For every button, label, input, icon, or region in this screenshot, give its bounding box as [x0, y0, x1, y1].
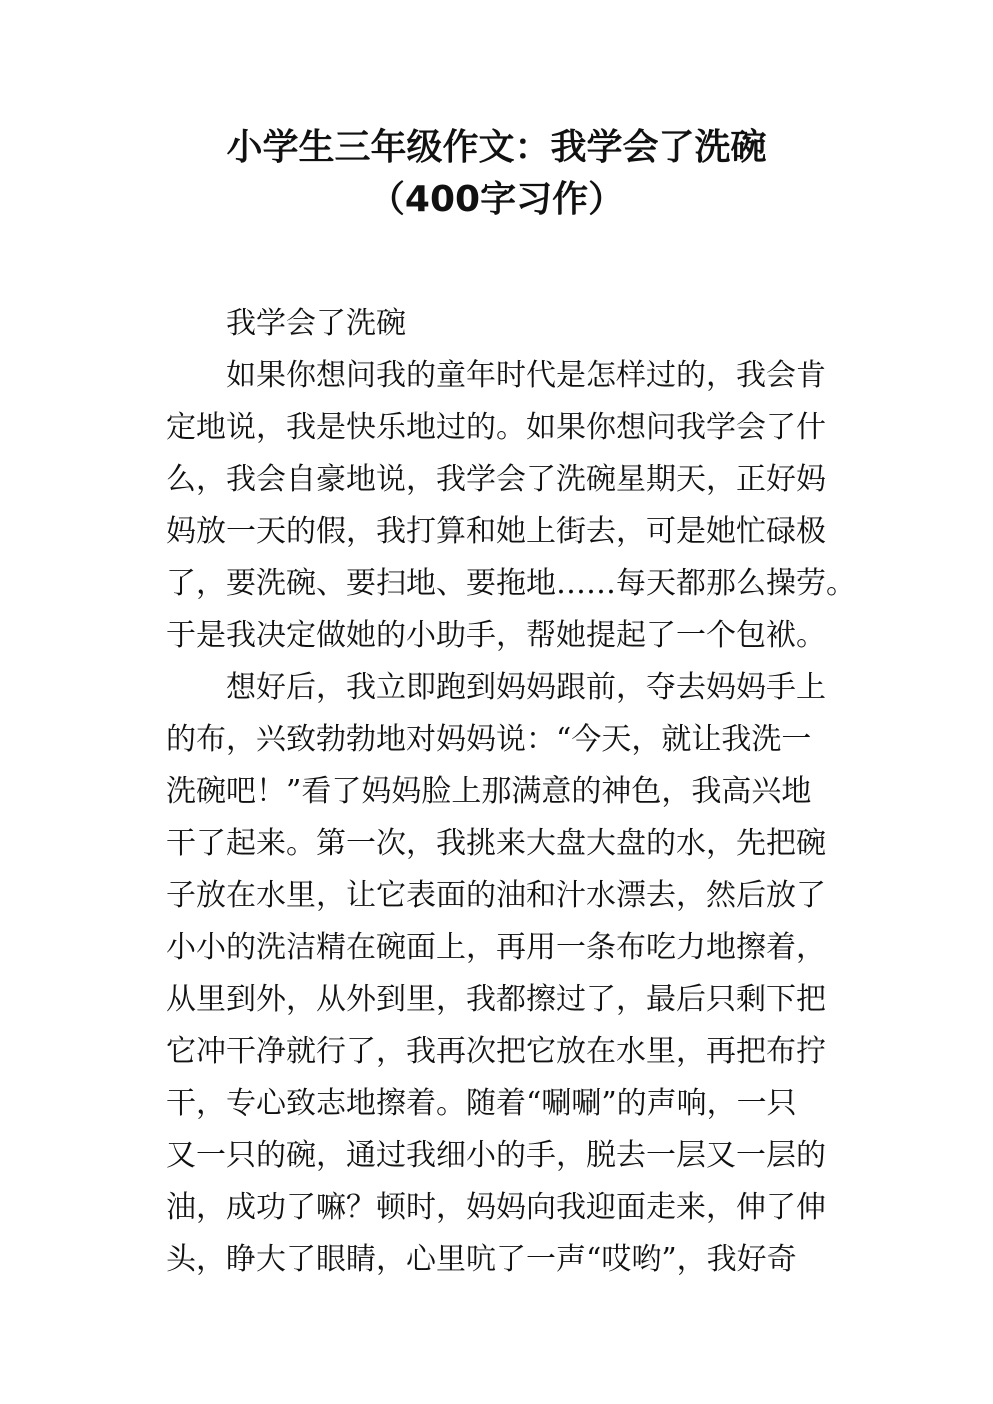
text-line: 想好后，我立即跑到妈妈跟前，夺去妈妈手上 [226, 670, 826, 705]
essay-body [166, 298, 856, 1286]
text-line: 于是我决定做她的小助手，帮她提起了一个包袱。 [166, 618, 826, 653]
text-line: 妈放一天的假，我打算和她上街去，可是她忙碌极 [166, 514, 826, 549]
text-line: 干，专心致志地擦着。随着“唰唰”的声响，一只 [166, 1086, 797, 1121]
document-title: 小学生三年级作文：我学会了洗碗 [226, 127, 767, 168]
text-line: 它冲干净就行了，我再次把它放在水里，再把布拧 [166, 1034, 826, 1069]
text-line: 干了起来。第一次，我挑来大盘大盘的水，先把碗 [166, 826, 826, 861]
text-line: 的布，兴致勃勃地对妈妈说：“今天，就让我洗一 [166, 722, 812, 757]
text-line: 油，成功了嘛？顿时，妈妈向我迎面走来，伸了伸 [166, 1190, 826, 1225]
text-line: 如果你想问我的童年时代是怎样过的，我会肯 [226, 358, 826, 393]
text-line: 么，我会自豪地说，我学会了洗碗星期天，正好妈 [166, 462, 826, 497]
text-line: 小小的洗洁精在碗面上，再用一条布吃力地擦着， [166, 930, 826, 965]
text-line: 头，睁大了眼睛，心里吭了一声“哎哟”，我好奇 [166, 1242, 797, 1277]
document-subtitle: （400字习作） [368, 179, 625, 220]
text-line: 又一只的碗，通过我细小的手，脱去一层又一层的 [166, 1138, 826, 1173]
text-line: 从里到外，从外到里，我都擦过了，最后只剩下把 [166, 982, 826, 1017]
text-line: 子放在水里，让它表面的油和汁水漂去，然后放了 [166, 878, 826, 913]
text-line: 洗碗吧！”看了妈妈脸上那满意的神色，我高兴地 [166, 774, 812, 809]
text-line: 了，要洗碗、要扫地、要拖地……每天都那么操劳。 [166, 566, 856, 601]
text-line: 定地说，我是快乐地过的。如果你想问我学会了什 [166, 410, 826, 445]
text-line: 我学会了洗碗 [226, 306, 406, 341]
